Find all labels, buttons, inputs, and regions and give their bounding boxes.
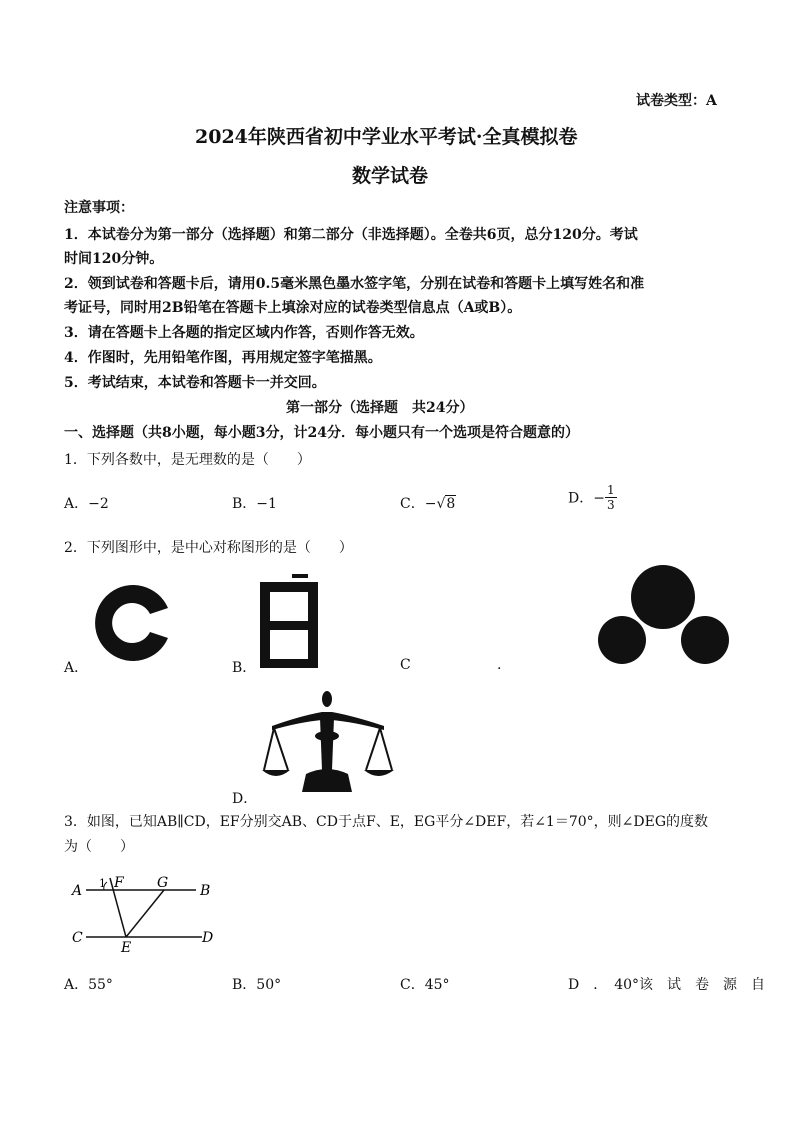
q2-option-d: D．	[232, 791, 258, 807]
label-c: C	[72, 930, 83, 946]
sqrt-icon: √	[436, 496, 446, 512]
page-subtitle: 数学试卷	[352, 165, 429, 187]
label-a: A	[72, 883, 83, 899]
q3-stem-line1: 3．如图，已知AB∥CD，EF分别交AB、CD于点F、E，EG平分∠DEF，若∠1＝70°，则∠DEG的度数	[64, 814, 709, 830]
q3-option-b: B．50°	[232, 977, 282, 993]
part1-heading: 第一部分（选择题 共24分）	[286, 400, 474, 416]
fraction-numerator: 1	[606, 483, 615, 497]
q2-option-c: C	[400, 657, 411, 673]
q2-option-b: B．	[232, 660, 257, 676]
q1-option-c-radicand: 8	[446, 496, 456, 512]
notice-line: 5．考试结束，本试卷和答题卡一并交回。	[64, 375, 326, 391]
label-b: B	[200, 883, 211, 899]
label-g: G	[157, 875, 169, 891]
q1-option-c	[400, 493, 456, 513]
notice-line: 3．请在答题卡上各题的指定区域内作答，否则作答无效。	[64, 325, 424, 341]
q1-option-a: A．−2	[64, 496, 109, 512]
label-f: F	[114, 875, 124, 891]
q1-option-d	[568, 483, 617, 512]
notice-line: 4．作图时，先用铅笔作图，再用规定签字笔描黑。	[64, 350, 382, 366]
q1-option-b: B．−1	[232, 496, 277, 512]
label-e: E	[121, 940, 132, 956]
q3-stem-line2: 为（ ）	[64, 839, 134, 855]
fraction-denominator: 3	[606, 498, 615, 512]
notice-line: 时间120分钟。	[64, 251, 164, 267]
q3-option-d: D ． 40°该 试 卷 源 自	[568, 977, 766, 993]
notice-line: 2．领到试卷和答题卡后，请用0.5毫米黑色墨水签字笔，分别在试卷和答题卡上填写姓名和准	[64, 276, 645, 292]
window-frame-icon	[256, 572, 326, 672]
section-heading: 一、选择题（共8小题，每小题3分，计24分．每小题只有一个选项是符合题意的）	[64, 425, 579, 441]
q2-option-a: A．	[64, 660, 89, 676]
fraction	[605, 483, 617, 512]
q2-option-c-dot: .	[497, 657, 502, 673]
paper-type: 试卷类型：A	[636, 93, 717, 109]
label-angle-1: 1	[99, 877, 106, 890]
q2-stem: 2．下列图形中，是中心对称图形的是（ ）	[64, 540, 353, 556]
notice-heading: 注意事项：	[64, 200, 134, 216]
q3-option-a: A．55°	[64, 977, 113, 993]
balance-scale-icon	[260, 690, 396, 800]
page-title: 2024年陕西省初中学业水平考试·全真模拟卷	[195, 126, 578, 148]
q1-option-c-label: C．−	[400, 496, 437, 512]
notice-line: 1．本试卷分为第一部分（选择题）和第二部分（非选择题）。全卷共6页，总分120分。考试	[64, 227, 638, 243]
q3-option-c: C．45°	[400, 977, 450, 993]
q1-stem: 1．下列各数中，是无理数的是（ ）	[64, 452, 311, 468]
parallel-lines-figure	[64, 870, 224, 956]
notice-line: 考证号，同时用2B铅笔在答题卡上填涂对应的试卷类型信息点（A或B）。	[64, 300, 522, 316]
letter-c-shape-icon	[88, 580, 174, 666]
three-circles-icon	[596, 565, 732, 669]
q1-option-d-label: D．−	[568, 490, 605, 507]
label-d: D	[202, 930, 214, 946]
